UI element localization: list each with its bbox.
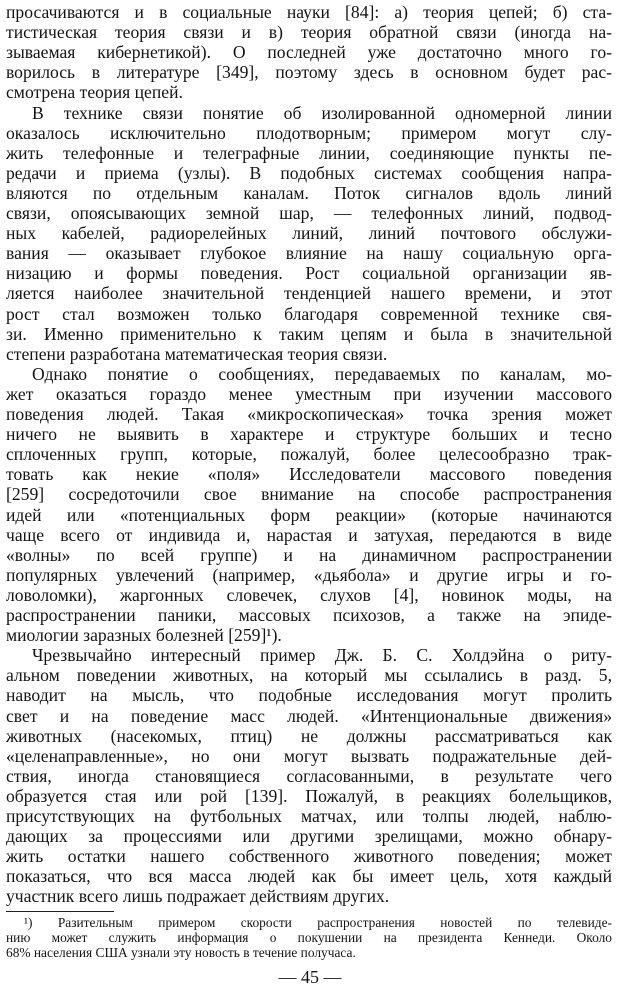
text-line: «целенаправленные», но они могут вызвать подражательные дей- — [6, 745, 612, 766]
text-line: рост стал возможен только благодаря современной технике свя- — [6, 303, 612, 324]
text-line: степени разработана математическая теория связи. — [6, 343, 388, 364]
text-line: вания — оказывает глубокое влияние на нашу социальную орга- — [6, 243, 612, 264]
text-line: идей или «потенциальных форм реакции» (которые начинаются — [6, 504, 612, 525]
text-line: низацию и формы поведения. Рост социальной организации яв- — [6, 263, 612, 284]
text-line: свет и на поведение масс людей. «Интенциональные движения» — [6, 705, 612, 726]
text-line: просачиваются и в социальные науки [84]: а) теория цепей; б) ста- — [6, 2, 612, 22]
text-line: товать как некие «поля» Исследователи массового поведения — [6, 464, 612, 485]
text-line: оказалось исключительно плодотворным; примером могут слу- — [6, 122, 612, 143]
page-number: — 45 — — [278, 966, 342, 987]
text-line: чаще всего от индивида и, нарастая и затухая, передаются в виде — [6, 524, 612, 545]
text-line: наводит на мысль, что подобные исследования могут пролить — [6, 685, 612, 706]
text-line: дающих за процессиями или другими зрелищами, можно обнару- — [6, 826, 612, 847]
text-line: [259] сосредоточили свое внимание на способе распространения — [6, 484, 612, 505]
text-line: зываемая кибернетикой). О последней уже достаточно много го- — [6, 42, 612, 63]
text-line: зи. Именно применительно к таким цепям и была в значительной — [6, 323, 612, 344]
paragraph-start-line: В технике связи понятие об изолированной одномерной линии — [32, 102, 612, 123]
text-line: жет оказаться гораздо менее уместным при изучении массового — [6, 383, 612, 404]
footnote-line: ¹) Разительным примером скорости распространения новостей по телевиде- — [24, 914, 612, 930]
text-line: участник всего лишь подражает действиям других. — [6, 886, 390, 907]
text-line: показаться, что вся масса людей как бы имеет цель, хотя каждый — [6, 866, 612, 887]
text-line: смотрена теория цепей. — [6, 82, 183, 103]
text-line: тистическая теория связи и в) теория обратной связи (иногда на- — [6, 22, 612, 43]
text-line: популярных увлечений (например, «дьябола» и другие игры и го- — [6, 564, 612, 585]
paragraph-start-line: Однако понятие о сообщениях, передаваемых по каналам, мо- — [32, 363, 612, 384]
text-line: сплоченных групп, которые, пожалуй, более целесообразно трак- — [6, 444, 612, 465]
footnote-divider — [6, 911, 114, 912]
text-line: редачи и приема (узлы). В подобных системах сообщения напра- — [6, 162, 612, 183]
text-line: миологии заразных болезней [259]¹). — [6, 625, 282, 646]
text-line: ничего не выявить в характере и структуре больших и тесно — [6, 424, 612, 445]
footnote-line: 68% населения США узнали эту новость в течение получаса. — [6, 944, 356, 960]
footnote-line: нию может служить информация о покушении на президента Кеннеди. Около — [6, 929, 612, 945]
text-line: ляется наиболее значительной тенденцией нашего времени, и этот — [6, 283, 612, 304]
text-line: присутствующих на футбольных матчах, или толпы людей, наблю- — [6, 806, 612, 826]
text-line: распространении паники, массовых психозов, а также на эпиде- — [6, 605, 612, 625]
text-line: образуется стая или рой [139]. Пожалуй, в реакциях болельщиков, — [6, 785, 612, 806]
text-line: поведения людей. Такая «микроскопическая» точка зрения может — [6, 404, 612, 424]
text-line: ворилось в литературе [349], поэтому здесь в основном будет рас- — [6, 62, 612, 83]
paragraph-start-line: Чрезвычайно интересный пример Дж. Б. С. Холдэйна о риту- — [32, 645, 612, 666]
text-line: связи, опоясывающих земной шар, — телефонных линий, подвод- — [6, 203, 612, 223]
text-line: ствия, иногда становящиеся согласованными, в результате чего — [6, 765, 612, 786]
text-line: ловоломки), жаргонных словечек, слухов [4], новинок моды, на — [6, 584, 612, 605]
text-line: жить телефонные и телеграфные линии, соединяющие пункты пе- — [6, 142, 612, 163]
text-line: ных кабелей, радиорелейных линий, линий почтового обслужи- — [6, 223, 612, 244]
text-line: «волны» по всей группе) и на динамичном распространении — [6, 544, 612, 565]
text-line: животных (насекомых, птиц) не должны рассматриваться как — [6, 725, 612, 746]
text-line: вляются по отдельным каналам. Поток сигналов вдоль линий — [6, 182, 612, 203]
text-line: альном поведении животных, на который мы ссылались в разд. 5, — [6, 665, 612, 686]
text-line: жить остатки нашего собственного животного поведения; может — [6, 846, 612, 867]
